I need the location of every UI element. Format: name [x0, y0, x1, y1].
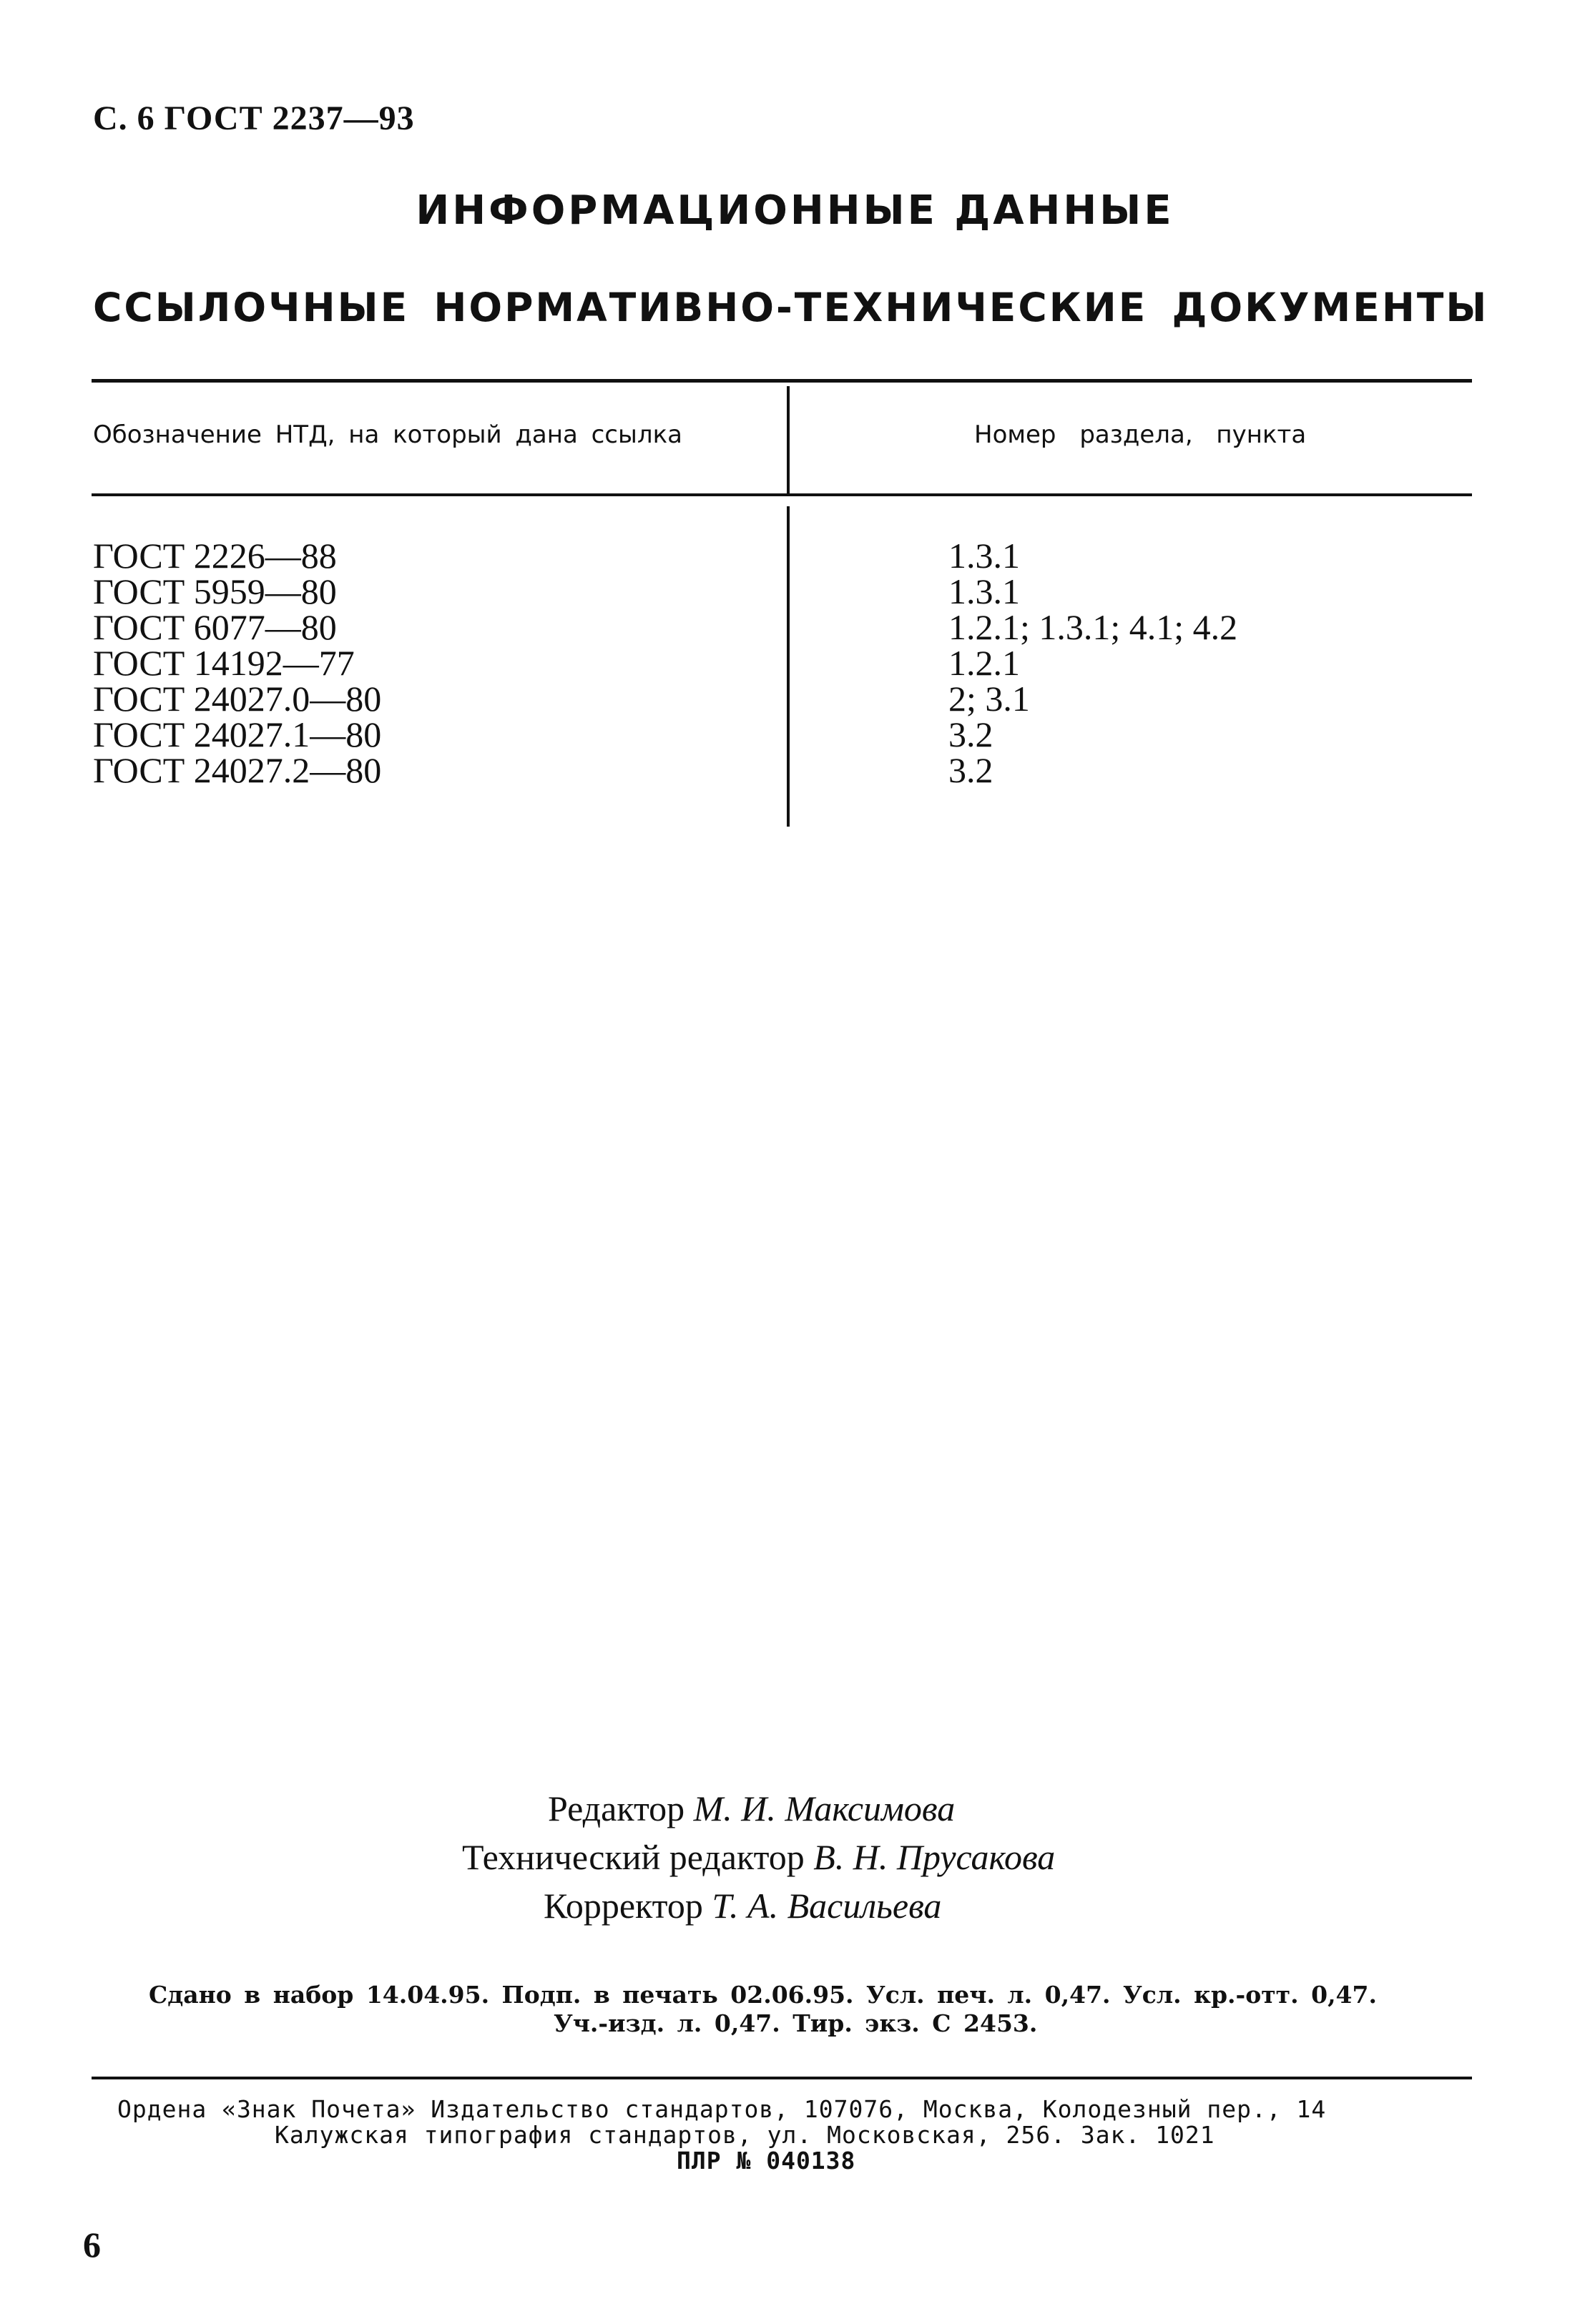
- designation-cell: ГОСТ 5959—80: [93, 571, 337, 611]
- footer-rule: [92, 2077, 1472, 2079]
- credit-role: Редактор: [548, 1788, 685, 1828]
- section-cell: 1.2.1: [948, 643, 1020, 683]
- section-column: [948, 538, 1237, 788]
- section-cell: 3.2: [948, 750, 993, 790]
- publisher-line: Калужская типография стандартов, ул. Московская, 256. Зак. 1021: [275, 2121, 1215, 2149]
- publisher-line: Ордена «Знак Почета» Издательство стандартов, 107076, Москва, Колодезный пер., 14: [117, 2095, 1327, 2123]
- table-top-rule: [92, 379, 1472, 383]
- page-number: 6: [83, 2225, 101, 2265]
- section-cell: 1.3.1: [948, 571, 1020, 611]
- section-cell: 1.3.1: [948, 536, 1020, 576]
- designation-cell: ГОСТ 24027.0—80: [93, 679, 382, 719]
- designation-cell: ГОСТ 2226—88: [93, 536, 337, 576]
- section-cell: 3.2: [948, 714, 993, 754]
- section-title: ИНФОРМАЦИОННЫЕ ДАННЫЕ: [416, 187, 1174, 234]
- running-head: С. 6 ГОСТ 2237—93: [93, 99, 415, 137]
- designation-cell: ГОСТ 14192—77: [93, 643, 355, 683]
- table-header-rule: [92, 493, 1472, 496]
- column-header-section: Номер раздела, пункта: [974, 420, 1307, 449]
- credit-name: Т. А. Васильева: [712, 1886, 942, 1926]
- column-header-designation: Обозначение НТД, на который дана ссылка: [93, 420, 682, 449]
- imprint-line: Сдано в набор 14.04.95. Подп. в печать 02.06.95. Усл. печ. л. 0,47. Усл. кр.-отт. 0,47.: [149, 1981, 1377, 2009]
- credit-role: Корректор: [544, 1886, 703, 1926]
- credit-technical-editor: [462, 1836, 1055, 1878]
- imprint-line: Уч.-изд. л. 0,47. Тир. экз. С 2453.: [554, 2009, 1038, 2037]
- section-cell: 2; 3.1: [948, 679, 1030, 719]
- credit-name: В. Н. Прусакова: [813, 1837, 1056, 1877]
- credit-proofreader: [544, 1885, 941, 1926]
- table-body-divider: [787, 506, 790, 827]
- table-title: ССЫЛОЧНЫЕ НОРМАТИВНО-ТЕХНИЧЕСКИЕ ДОКУМЕНТЫ: [93, 285, 1489, 330]
- credit-editor: [548, 1788, 955, 1829]
- license-number: ПЛР № 040138: [677, 2147, 856, 2175]
- designation-cell: ГОСТ 6077—80: [93, 607, 337, 647]
- credit-role: Технический редактор: [462, 1837, 805, 1877]
- section-cell: 1.2.1; 1.3.1; 4.1; 4.2: [948, 607, 1238, 647]
- credit-name: М. И. Максимова: [693, 1788, 956, 1828]
- designation-cell: ГОСТ 24027.1—80: [93, 714, 382, 754]
- designation-column: [93, 538, 381, 788]
- table-header-divider: [787, 386, 790, 493]
- designation-cell: ГОСТ 24027.2—80: [93, 750, 382, 790]
